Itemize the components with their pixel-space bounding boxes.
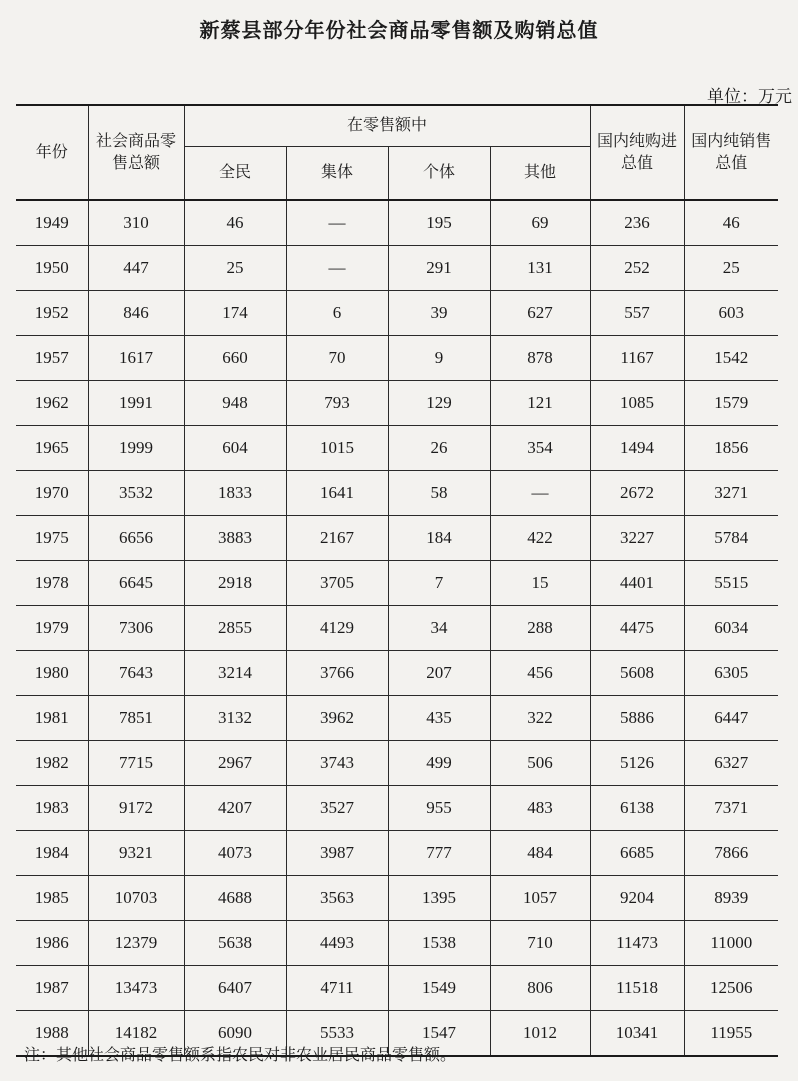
sales-cell: 12506: [684, 966, 778, 1011]
purchase-cell: 2672: [590, 471, 684, 516]
sales-cell: 8939: [684, 876, 778, 921]
year-cell: 1949: [16, 200, 88, 246]
table-row: [16, 876, 778, 921]
total-retail-cell: 9321: [88, 831, 184, 876]
state-owned-cell: 3132: [184, 696, 286, 741]
table-row: [16, 516, 778, 561]
purchase-cell: 9204: [590, 876, 684, 921]
total-retail-cell: 12379: [88, 921, 184, 966]
year-cell: 1970: [16, 471, 88, 516]
collective-cell: 70: [286, 336, 388, 381]
other-cell: 1057: [490, 876, 590, 921]
header-state-owned: 全民: [184, 147, 286, 201]
state-owned-cell: 4073: [184, 831, 286, 876]
individual-cell: 777: [388, 831, 490, 876]
table-row: [16, 606, 778, 651]
state-owned-cell: 604: [184, 426, 286, 471]
total-retail-cell: 6645: [88, 561, 184, 606]
state-owned-cell: 3883: [184, 516, 286, 561]
state-owned-cell: 660: [184, 336, 286, 381]
purchase-cell: 6138: [590, 786, 684, 831]
sales-cell: 6327: [684, 741, 778, 786]
purchase-cell: 4401: [590, 561, 684, 606]
collective-cell: 4493: [286, 921, 388, 966]
header-purchase-total: 国内纯购进总值: [590, 105, 684, 200]
table-row: [16, 471, 778, 516]
table-row: [16, 966, 778, 1011]
year-cell: 1981: [16, 696, 88, 741]
total-retail-cell: 846: [88, 291, 184, 336]
collective-cell: 3766: [286, 651, 388, 696]
table-row: [16, 696, 778, 741]
individual-cell: 129: [388, 381, 490, 426]
state-owned-cell: 6090: [184, 1011, 286, 1057]
other-cell: 878: [490, 336, 590, 381]
sales-cell: 11000: [684, 921, 778, 966]
purchase-cell: 1167: [590, 336, 684, 381]
individual-cell: 291: [388, 246, 490, 291]
year-cell: 1986: [16, 921, 88, 966]
individual-cell: 1395: [388, 876, 490, 921]
header-year: 年份: [16, 105, 88, 200]
sales-cell: 5784: [684, 516, 778, 561]
header-other: 其他: [490, 147, 590, 201]
header-individual: 个体: [388, 147, 490, 201]
total-retail-cell: 1617: [88, 336, 184, 381]
table-row: [16, 291, 778, 336]
individual-cell: 207: [388, 651, 490, 696]
total-retail-cell: 6656: [88, 516, 184, 561]
individual-cell: 195: [388, 200, 490, 246]
table-row: [16, 561, 778, 606]
header-total-retail: 社会商品零售总额: [88, 105, 184, 200]
collective-cell: 3527: [286, 786, 388, 831]
state-owned-cell: 4688: [184, 876, 286, 921]
collective-cell: 3743: [286, 741, 388, 786]
total-retail-cell: 3532: [88, 471, 184, 516]
state-owned-cell: 174: [184, 291, 286, 336]
purchase-cell: 11518: [590, 966, 684, 1011]
year-cell: 1983: [16, 786, 88, 831]
collective-cell: 3962: [286, 696, 388, 741]
other-cell: 121: [490, 381, 590, 426]
total-retail-cell: 10703: [88, 876, 184, 921]
other-cell: 710: [490, 921, 590, 966]
state-owned-cell: 5638: [184, 921, 286, 966]
sales-cell: 603: [684, 291, 778, 336]
year-cell: 1987: [16, 966, 88, 1011]
purchase-cell: 252: [590, 246, 684, 291]
other-cell: 15: [490, 561, 590, 606]
table-row: [16, 651, 778, 696]
total-retail-cell: 7306: [88, 606, 184, 651]
year-cell: 1978: [16, 561, 88, 606]
purchase-cell: 6685: [590, 831, 684, 876]
header-collective: 集体: [286, 147, 388, 201]
total-retail-cell: 13473: [88, 966, 184, 1011]
year-cell: 1962: [16, 381, 88, 426]
individual-cell: 58: [388, 471, 490, 516]
sales-cell: 6034: [684, 606, 778, 651]
individual-cell: 7: [388, 561, 490, 606]
collective-cell: 3705: [286, 561, 388, 606]
other-cell: 506: [490, 741, 590, 786]
table-row: [16, 246, 778, 291]
total-retail-cell: 7715: [88, 741, 184, 786]
state-owned-cell: 4207: [184, 786, 286, 831]
other-cell: 354: [490, 426, 590, 471]
sales-cell: 1579: [684, 381, 778, 426]
total-retail-cell: 9172: [88, 786, 184, 831]
collective-cell: 6: [286, 291, 388, 336]
purchase-cell: 5126: [590, 741, 684, 786]
purchase-cell: 236: [590, 200, 684, 246]
year-cell: 1979: [16, 606, 88, 651]
total-retail-cell: 1999: [88, 426, 184, 471]
total-retail-cell: 14182: [88, 1011, 184, 1057]
year-cell: 1984: [16, 831, 88, 876]
other-cell: 288: [490, 606, 590, 651]
individual-cell: 26: [388, 426, 490, 471]
other-cell: 483: [490, 786, 590, 831]
sales-cell: 5515: [684, 561, 778, 606]
table-row: [16, 336, 778, 381]
state-owned-cell: 2918: [184, 561, 286, 606]
purchase-cell: 3227: [590, 516, 684, 561]
purchase-cell: 11473: [590, 921, 684, 966]
collective-cell: 3563: [286, 876, 388, 921]
purchase-cell: 4475: [590, 606, 684, 651]
state-owned-cell: 3214: [184, 651, 286, 696]
state-owned-cell: 1833: [184, 471, 286, 516]
sales-cell: 7866: [684, 831, 778, 876]
header-sales-total: 国内纯销售总值: [684, 105, 778, 200]
other-cell: 131: [490, 246, 590, 291]
individual-cell: 184: [388, 516, 490, 561]
page-title: 新蔡县部分年份社会商品零售额及购销总值: [199, 18, 599, 42]
header-retail-group: 在零售额中: [184, 105, 590, 147]
state-owned-cell: 948: [184, 381, 286, 426]
sales-cell: 1856: [684, 426, 778, 471]
collective-cell: —: [286, 200, 388, 246]
purchase-cell: 1085: [590, 381, 684, 426]
individual-cell: 1547: [388, 1011, 490, 1057]
sales-cell: 1542: [684, 336, 778, 381]
state-owned-cell: 46: [184, 200, 286, 246]
other-cell: 484: [490, 831, 590, 876]
year-cell: 1952: [16, 291, 88, 336]
collective-cell: 3987: [286, 831, 388, 876]
table-row: [16, 200, 778, 246]
other-cell: 1012: [490, 1011, 590, 1057]
total-retail-cell: 310: [88, 200, 184, 246]
total-retail-cell: 7643: [88, 651, 184, 696]
collective-cell: 1641: [286, 471, 388, 516]
purchase-cell: 1494: [590, 426, 684, 471]
total-retail-cell: 7851: [88, 696, 184, 741]
other-cell: —: [490, 471, 590, 516]
purchase-cell: 557: [590, 291, 684, 336]
year-cell: 1975: [16, 516, 88, 561]
year-cell: 1980: [16, 651, 88, 696]
other-cell: 806: [490, 966, 590, 1011]
table-row: [16, 426, 778, 471]
retail-sales-table: [16, 104, 778, 1057]
year-cell: 1982: [16, 741, 88, 786]
footnote: 注：其他社会商品零售额系指农民对非农业居民商品零售额。: [24, 1045, 457, 1064]
individual-cell: 34: [388, 606, 490, 651]
other-cell: 456: [490, 651, 590, 696]
table-row: [16, 831, 778, 876]
other-cell: 422: [490, 516, 590, 561]
collective-cell: 1015: [286, 426, 388, 471]
table-row: [16, 741, 778, 786]
sales-cell: 6447: [684, 696, 778, 741]
table-row: [16, 786, 778, 831]
state-owned-cell: 2855: [184, 606, 286, 651]
other-cell: 627: [490, 291, 590, 336]
individual-cell: 1549: [388, 966, 490, 1011]
individual-cell: 955: [388, 786, 490, 831]
purchase-cell: 5886: [590, 696, 684, 741]
collective-cell: 793: [286, 381, 388, 426]
individual-cell: 39: [388, 291, 490, 336]
sales-cell: 7371: [684, 786, 778, 831]
year-cell: 1950: [16, 246, 88, 291]
individual-cell: 9: [388, 336, 490, 381]
year-cell: 1988: [16, 1011, 88, 1057]
other-cell: 69: [490, 200, 590, 246]
sales-cell: 25: [684, 246, 778, 291]
sales-cell: 11955: [684, 1011, 778, 1057]
state-owned-cell: 25: [184, 246, 286, 291]
total-retail-cell: 1991: [88, 381, 184, 426]
sales-cell: 46: [684, 200, 778, 246]
individual-cell: 435: [388, 696, 490, 741]
collective-cell: 4711: [286, 966, 388, 1011]
individual-cell: 1538: [388, 921, 490, 966]
year-cell: 1985: [16, 876, 88, 921]
year-cell: 1957: [16, 336, 88, 381]
purchase-cell: 5608: [590, 651, 684, 696]
collective-cell: 2167: [286, 516, 388, 561]
year-cell: 1965: [16, 426, 88, 471]
individual-cell: 499: [388, 741, 490, 786]
purchase-cell: 10341: [590, 1011, 684, 1057]
table-row: [16, 381, 778, 426]
sales-cell: 3271: [684, 471, 778, 516]
state-owned-cell: 2967: [184, 741, 286, 786]
collective-cell: —: [286, 246, 388, 291]
collective-cell: 5533: [286, 1011, 388, 1057]
collective-cell: 4129: [286, 606, 388, 651]
table-row: [16, 921, 778, 966]
total-retail-cell: 447: [88, 246, 184, 291]
state-owned-cell: 6407: [184, 966, 286, 1011]
sales-cell: 6305: [684, 651, 778, 696]
table-body: [16, 200, 778, 1056]
other-cell: 322: [490, 696, 590, 741]
unit-label: 单位：万元: [707, 87, 792, 107]
